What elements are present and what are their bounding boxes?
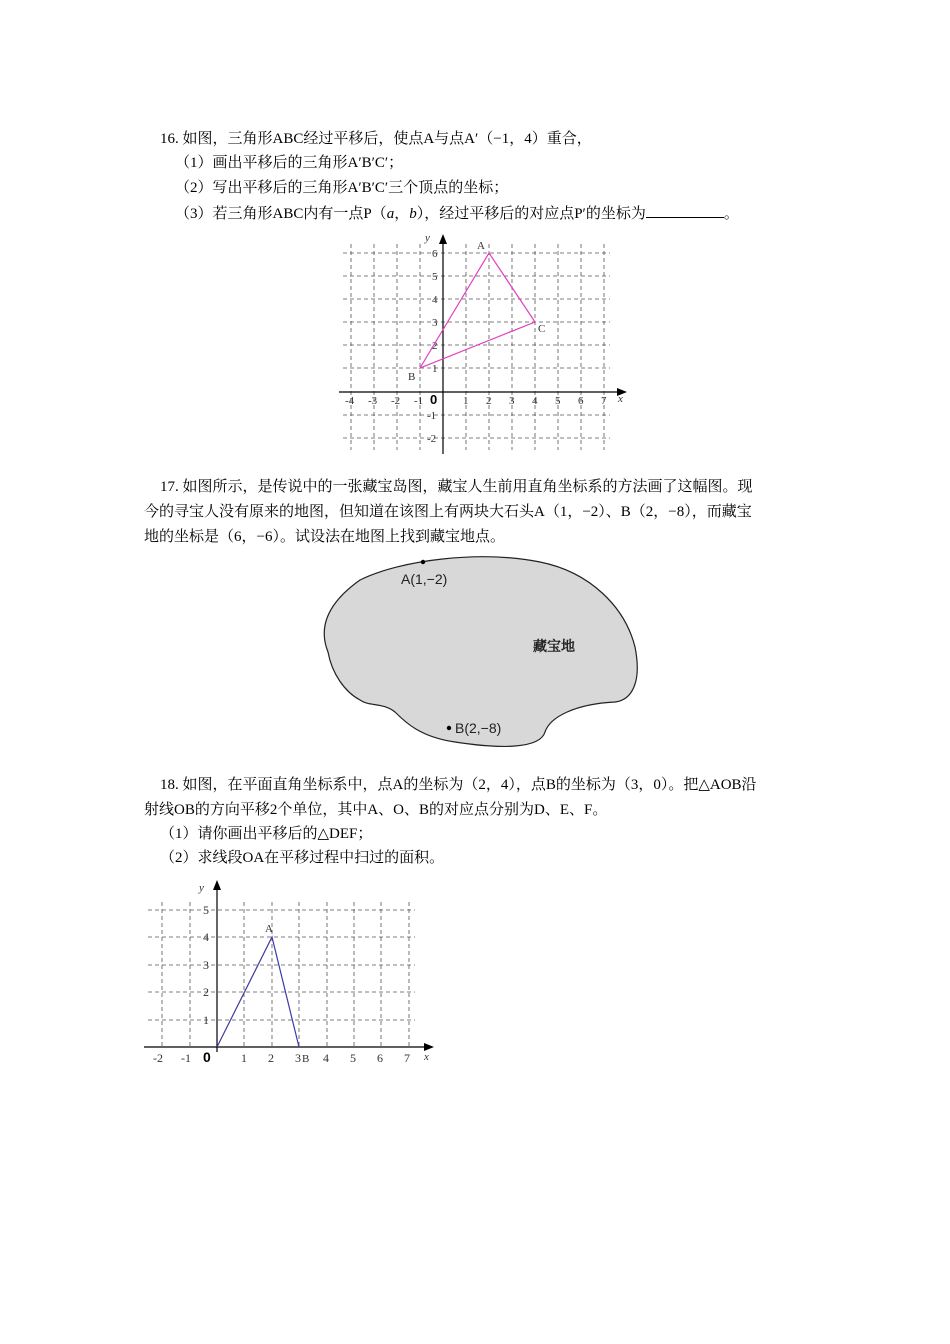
q16-y-tick: -1 xyxy=(427,410,437,422)
q16-stem: 16. 如图，三角形ABC经过平移后，使点A与点A′（−1，4）重合， xyxy=(160,131,592,147)
q16-y-axis-label: y xyxy=(425,232,430,244)
q18-x-tick: 2 xyxy=(268,1051,274,1065)
rock-b-dot xyxy=(447,726,451,730)
rock-a-label: A(1,−2) xyxy=(401,571,448,587)
q16-x-axis-label: x xyxy=(618,393,623,405)
q17-line2: 今的寻宝人没有原来的地图，但知道在该图上有两块大石头A（1，−2）、B（2，−8），而藏宝 xyxy=(144,504,752,520)
q16-x-tick: 6 xyxy=(578,395,584,407)
q18-part1: （1）请你画出平移后的△DEF； xyxy=(160,826,373,842)
q18-line2: 射线OB的方向平移2个单位，其中A、O、B的对应点分别为D、E、F。 xyxy=(144,802,608,818)
q18-point-b-label: B xyxy=(302,1053,310,1065)
q16-part3: （3）若三角形ABC内有一点P（a，b），经过平移后的对应点P′的坐标为 。 xyxy=(175,203,739,224)
q18-x-tick: 7 xyxy=(404,1051,410,1065)
q16-x-tick: 2 xyxy=(486,395,492,407)
q18-x-axis-label: x xyxy=(424,1051,429,1063)
q16-y-tick: 4 xyxy=(432,294,438,306)
q17-line1: 17. 如图所示，是传说中的一张藏宝岛图，藏宝人生前用直角坐标系的方法画了这幅图。现 xyxy=(160,479,753,495)
q16-y-tick: 1 xyxy=(432,363,438,375)
rock-b-label: B(2,−8) xyxy=(455,720,502,736)
q16-x-tick: 4 xyxy=(532,395,538,407)
q18-y-tick: 5 xyxy=(203,903,209,917)
treasure-label: 藏宝地 xyxy=(533,639,575,655)
q16-point-a-label: A xyxy=(477,240,485,252)
q18-x-tick: 3 xyxy=(295,1051,301,1065)
q16-x-tick: -3 xyxy=(368,395,378,407)
q18-line1: 18. 如图，在平面直角坐标系中，点A的坐标为（2，4），点B的坐标为（3，0）。把△AOB沿 xyxy=(160,777,757,793)
q16-x-tick: -1 xyxy=(414,395,424,407)
q16-y-tick: 5 xyxy=(432,271,438,283)
q16-coordinate-figure xyxy=(335,232,635,457)
q18-x-tick: 4 xyxy=(323,1051,329,1065)
island-shape xyxy=(324,557,637,747)
q16-y-tick: -2 xyxy=(427,433,437,445)
q18-axes xyxy=(144,880,434,1052)
triangle-aob xyxy=(217,937,299,1047)
q18-coordinate-figure xyxy=(140,876,440,1071)
q16-x-tick: -2 xyxy=(391,395,401,407)
q18-x-tick: 1 xyxy=(241,1051,247,1065)
q18-y-tick: 3 xyxy=(203,958,209,972)
q16-x-tick: 1 xyxy=(463,395,469,407)
q16-point-c-label: C xyxy=(538,323,546,335)
q16-var-a: a xyxy=(386,206,395,222)
q18-y-tick: 1 xyxy=(203,1013,209,1027)
q16-origin-label: 0 xyxy=(430,392,438,407)
q16-y-tick: 3 xyxy=(432,317,438,329)
q18-x-tick: -1 xyxy=(181,1051,191,1065)
q16-var-b: b xyxy=(409,206,417,222)
q16-point-b-label: B xyxy=(408,371,416,383)
q16-part2: （2）写出平移后的三角形A′B′C′三个顶点的坐标； xyxy=(175,180,509,196)
q16-x-tick: -4 xyxy=(345,395,355,407)
q18-x-tick: 6 xyxy=(377,1051,383,1065)
q18-part2: （2）求线段OA在平移过程中扫过的面积。 xyxy=(160,850,445,866)
answer-blank xyxy=(646,203,724,218)
q18-x-tick: -2 xyxy=(153,1051,163,1065)
q16-y-tick: 6 xyxy=(432,248,438,260)
q18-point-a-label: A xyxy=(265,923,273,935)
q16-x-tick: 5 xyxy=(555,395,561,407)
q16-x-tick: 7 xyxy=(601,395,607,407)
q18-x-tick: 5 xyxy=(350,1051,356,1065)
q16-y-tick: 2 xyxy=(432,340,438,352)
q18-y-tick: 2 xyxy=(203,985,209,999)
q16-x-tick: 3 xyxy=(509,395,515,407)
q16-part1: （1）画出平移后的三角形A′B′C′； xyxy=(175,155,404,171)
q18-y-axis-label: y xyxy=(199,882,204,894)
q16-axes xyxy=(339,234,627,454)
q18-origin-label: 0 xyxy=(203,1049,211,1065)
treasure-island-map xyxy=(320,552,650,752)
q17-line3: 地的坐标是（6，−6）。试设法在地图上找到藏宝地点。 xyxy=(144,529,505,545)
q18-y-tick: 4 xyxy=(203,930,209,944)
rock-a-dot xyxy=(421,560,425,564)
